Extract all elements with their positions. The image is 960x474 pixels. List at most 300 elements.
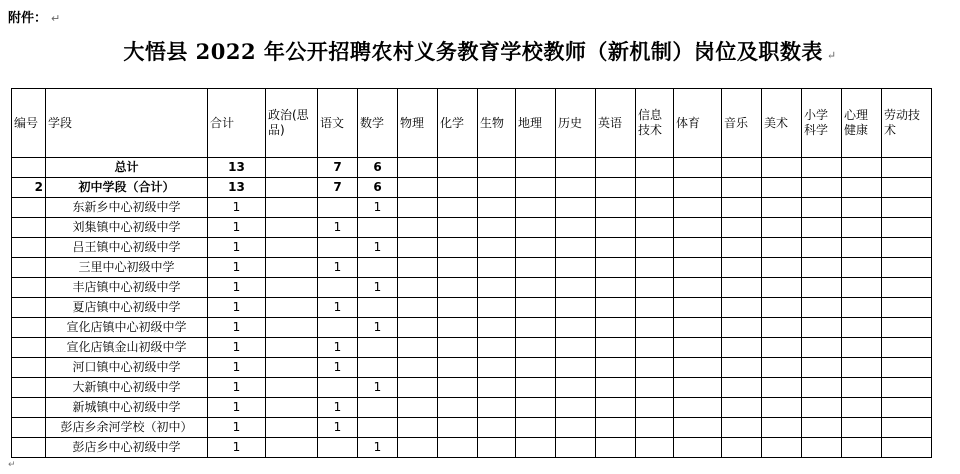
cell-number	[12, 418, 46, 438]
cell-number	[12, 318, 46, 338]
cell-empty	[478, 198, 516, 218]
cell-total: 1	[208, 378, 266, 398]
column-header-17: 心理健康	[842, 89, 882, 158]
cell-empty	[556, 358, 596, 378]
cell-zhengzhi	[266, 338, 318, 358]
cell-yuwen	[318, 238, 358, 258]
table-row	[12, 178, 932, 198]
cell-empty	[722, 198, 762, 218]
cell-empty	[842, 358, 882, 378]
cell-total: 1	[208, 298, 266, 318]
cell-empty	[674, 398, 722, 418]
cell-empty	[478, 398, 516, 418]
cell-number	[12, 398, 46, 418]
cell-empty	[516, 438, 556, 458]
cell-total: 1	[208, 418, 266, 438]
table-row	[12, 278, 932, 298]
cell-empty	[516, 218, 556, 238]
cell-zhengzhi	[266, 158, 318, 178]
cell-empty	[722, 298, 762, 318]
cell-total: 1	[208, 258, 266, 278]
cell-empty	[802, 218, 842, 238]
cell-empty	[722, 378, 762, 398]
cell-empty	[842, 418, 882, 438]
cell-empty	[636, 398, 674, 418]
cell-empty	[398, 318, 438, 338]
cell-empty	[882, 178, 932, 198]
cell-empty	[516, 398, 556, 418]
cell-empty	[478, 158, 516, 178]
cell-school: 丰店镇中心初级中学	[46, 278, 208, 298]
cell-zhengzhi	[266, 438, 318, 458]
cell-yuwen	[318, 198, 358, 218]
cell-empty	[398, 238, 438, 258]
cell-empty	[842, 298, 882, 318]
cell-empty	[596, 258, 636, 278]
column-header-16: 小学科学	[802, 89, 842, 158]
cell-empty	[516, 178, 556, 198]
table-row	[12, 438, 932, 458]
cell-empty	[596, 298, 636, 318]
cell-empty	[762, 238, 802, 258]
cell-empty	[674, 218, 722, 238]
cell-empty	[596, 438, 636, 458]
cell-total: 1	[208, 238, 266, 258]
cell-number	[12, 438, 46, 458]
cell-empty	[596, 198, 636, 218]
table-row	[12, 378, 932, 398]
cell-empty	[842, 318, 882, 338]
cell-empty	[722, 438, 762, 458]
cell-empty	[516, 358, 556, 378]
cell-empty	[882, 438, 932, 458]
cell-empty	[556, 218, 596, 238]
cell-empty	[636, 298, 674, 318]
cell-empty	[674, 238, 722, 258]
cell-empty	[882, 278, 932, 298]
cell-empty	[438, 158, 478, 178]
cell-empty	[842, 198, 882, 218]
cell-empty	[516, 258, 556, 278]
cell-empty	[802, 318, 842, 338]
cell-empty	[882, 238, 932, 258]
cell-empty	[802, 298, 842, 318]
table-body	[12, 158, 932, 458]
cell-empty	[762, 338, 802, 358]
cell-empty	[516, 338, 556, 358]
cell-empty	[674, 258, 722, 278]
cell-shuxue: 1	[358, 378, 398, 398]
cell-empty	[438, 358, 478, 378]
cell-empty	[596, 398, 636, 418]
attachment-label: 附件： ↵	[8, 11, 61, 26]
page-title: 大悟县 2022 年公开招聘农村义务教育学校教师（新机制）岗位及职数表 ↵	[123, 39, 837, 64]
cell-number	[12, 238, 46, 258]
cell-empty	[674, 278, 722, 298]
cell-empty	[882, 358, 932, 378]
column-header-2: 合计	[208, 89, 266, 158]
cell-shuxue: 1	[358, 278, 398, 298]
cell-zhengzhi	[266, 218, 318, 238]
cell-yuwen: 1	[318, 358, 358, 378]
cell-school: 三里中心初级中学	[46, 258, 208, 278]
cell-empty	[636, 318, 674, 338]
cell-shuxue	[358, 418, 398, 438]
column-header-6: 物理	[398, 89, 438, 158]
cell-empty	[596, 378, 636, 398]
cell-empty	[722, 358, 762, 378]
cell-school: 初中学段（合计）	[46, 178, 208, 198]
table-row	[12, 358, 932, 378]
cell-empty	[842, 398, 882, 418]
cell-empty	[516, 378, 556, 398]
cell-empty	[674, 178, 722, 198]
cell-empty	[722, 418, 762, 438]
table-row	[12, 298, 932, 318]
cell-empty	[398, 438, 438, 458]
cell-empty	[438, 318, 478, 338]
cell-number	[12, 298, 46, 318]
table-header-row	[12, 89, 932, 158]
cell-empty	[802, 398, 842, 418]
cell-empty	[596, 158, 636, 178]
cell-empty	[636, 198, 674, 218]
cell-total: 13	[208, 158, 266, 178]
cell-empty	[556, 398, 596, 418]
cell-total: 1	[208, 318, 266, 338]
cell-empty	[722, 238, 762, 258]
cell-empty	[802, 178, 842, 198]
cell-empty	[478, 298, 516, 318]
cell-empty	[478, 178, 516, 198]
cell-empty	[762, 218, 802, 238]
cell-empty	[842, 218, 882, 238]
cell-empty	[516, 238, 556, 258]
cell-total: 1	[208, 338, 266, 358]
cell-empty	[516, 298, 556, 318]
cell-school: 宣化店镇金山初级中学	[46, 338, 208, 358]
paragraph-mark: ↵	[8, 460, 16, 470]
column-header-13: 体育	[674, 89, 722, 158]
cell-empty	[556, 258, 596, 278]
cell-empty	[556, 158, 596, 178]
column-header-14: 音乐	[722, 89, 762, 158]
cell-empty	[802, 358, 842, 378]
cell-zhengzhi	[266, 418, 318, 438]
cell-empty	[636, 218, 674, 238]
cell-empty	[722, 318, 762, 338]
cell-empty	[674, 378, 722, 398]
cell-empty	[802, 378, 842, 398]
cell-total: 1	[208, 198, 266, 218]
column-header-8: 生物	[478, 89, 516, 158]
cell-total: 1	[208, 278, 266, 298]
cell-empty	[478, 438, 516, 458]
cell-empty	[802, 158, 842, 178]
cell-empty	[398, 358, 438, 378]
cell-empty	[398, 198, 438, 218]
cell-empty	[556, 318, 596, 338]
cell-empty	[438, 438, 478, 458]
cell-yuwen: 1	[318, 398, 358, 418]
cell-empty	[842, 158, 882, 178]
cell-empty	[596, 218, 636, 238]
cell-empty	[438, 298, 478, 318]
cell-empty	[762, 278, 802, 298]
cell-empty	[762, 398, 802, 418]
cell-shuxue	[358, 358, 398, 378]
cell-empty	[882, 398, 932, 418]
column-header-10: 历史	[556, 89, 596, 158]
cell-empty	[438, 238, 478, 258]
cell-number	[12, 158, 46, 178]
cell-empty	[398, 338, 438, 358]
table-row	[12, 418, 932, 438]
cell-empty	[762, 178, 802, 198]
cell-empty	[636, 278, 674, 298]
cell-empty	[802, 198, 842, 218]
cell-shuxue	[358, 298, 398, 318]
cell-empty	[882, 158, 932, 178]
cell-number: 2	[12, 178, 46, 198]
cell-number	[12, 358, 46, 378]
cell-empty	[762, 318, 802, 338]
cell-number	[12, 198, 46, 218]
cell-empty	[636, 238, 674, 258]
cell-empty	[674, 318, 722, 338]
cell-empty	[882, 198, 932, 218]
cell-empty	[762, 258, 802, 278]
table-row	[12, 258, 932, 278]
cell-empty	[398, 398, 438, 418]
column-header-12: 信息技术	[636, 89, 674, 158]
cell-school: 河口镇中心初级中学	[46, 358, 208, 378]
cell-zhengzhi	[266, 178, 318, 198]
column-header-3: 政治(思品)	[266, 89, 318, 158]
cell-empty	[596, 238, 636, 258]
cell-total: 1	[208, 218, 266, 238]
cell-zhengzhi	[266, 378, 318, 398]
cell-shuxue: 6	[358, 158, 398, 178]
cell-empty	[842, 178, 882, 198]
column-header-11: 英语	[596, 89, 636, 158]
cell-shuxue: 1	[358, 438, 398, 458]
cell-empty	[762, 298, 802, 318]
column-header-7: 化学	[438, 89, 478, 158]
cell-shuxue	[358, 258, 398, 278]
cell-school: 夏店镇中心初级中学	[46, 298, 208, 318]
cell-empty	[802, 258, 842, 278]
cell-empty	[596, 278, 636, 298]
cell-empty	[722, 158, 762, 178]
cell-empty	[438, 258, 478, 278]
cell-empty	[762, 198, 802, 218]
table-row	[12, 338, 932, 358]
table-row	[12, 238, 932, 258]
cell-empty	[674, 338, 722, 358]
cell-empty	[556, 438, 596, 458]
cell-empty	[478, 258, 516, 278]
cell-empty	[882, 338, 932, 358]
column-header-5: 数学	[358, 89, 398, 158]
cell-school: 大新镇中心初级中学	[46, 378, 208, 398]
cell-zhengzhi	[266, 278, 318, 298]
cell-empty	[882, 218, 932, 238]
cell-empty	[882, 298, 932, 318]
cell-empty	[802, 438, 842, 458]
cell-shuxue: 6	[358, 178, 398, 198]
cell-school: 彭店乡余河学校（初中）	[46, 418, 208, 438]
cell-shuxue	[358, 338, 398, 358]
cell-empty	[596, 318, 636, 338]
cell-number	[12, 258, 46, 278]
cell-empty	[398, 158, 438, 178]
cell-empty	[556, 198, 596, 218]
cell-empty	[842, 378, 882, 398]
cell-yuwen: 1	[318, 298, 358, 318]
cell-zhengzhi	[266, 358, 318, 378]
cell-empty	[674, 198, 722, 218]
cell-total: 1	[208, 398, 266, 418]
cell-shuxue: 1	[358, 198, 398, 218]
cell-empty	[882, 418, 932, 438]
cell-school: 新城镇中心初级中学	[46, 398, 208, 418]
cell-empty	[438, 198, 478, 218]
cell-empty	[556, 378, 596, 398]
cell-yuwen: 1	[318, 418, 358, 438]
positions-table	[11, 88, 932, 458]
cell-empty	[438, 398, 478, 418]
column-header-15: 美术	[762, 89, 802, 158]
cell-empty	[674, 358, 722, 378]
cell-zhengzhi	[266, 318, 318, 338]
cell-empty	[478, 418, 516, 438]
cell-empty	[636, 438, 674, 458]
table-row	[12, 318, 932, 338]
cell-empty	[636, 378, 674, 398]
cell-empty	[802, 278, 842, 298]
cell-empty	[478, 358, 516, 378]
cell-empty	[674, 298, 722, 318]
cell-empty	[478, 378, 516, 398]
cell-empty	[398, 378, 438, 398]
cell-yuwen	[318, 278, 358, 298]
cell-shuxue	[358, 218, 398, 238]
cell-school: 东新乡中心初级中学	[46, 198, 208, 218]
cell-empty	[842, 238, 882, 258]
cell-shuxue: 1	[358, 318, 398, 338]
cell-empty	[762, 418, 802, 438]
cell-empty	[438, 418, 478, 438]
cell-empty	[636, 338, 674, 358]
cell-empty	[762, 378, 802, 398]
cell-empty	[438, 338, 478, 358]
cell-empty	[556, 278, 596, 298]
cell-empty	[556, 298, 596, 318]
table-row	[12, 198, 932, 218]
cell-empty	[762, 438, 802, 458]
cell-empty	[478, 338, 516, 358]
cell-empty	[842, 338, 882, 358]
cell-empty	[636, 418, 674, 438]
cell-empty	[556, 338, 596, 358]
cell-empty	[882, 318, 932, 338]
cell-empty	[398, 218, 438, 238]
cell-empty	[674, 158, 722, 178]
cell-number	[12, 378, 46, 398]
cell-empty	[556, 238, 596, 258]
cell-empty	[596, 338, 636, 358]
cell-empty	[438, 218, 478, 238]
cell-empty	[636, 258, 674, 278]
column-header-1: 学段	[46, 89, 208, 158]
cell-empty	[674, 438, 722, 458]
cell-yuwen	[318, 378, 358, 398]
cell-school: 刘集镇中心初级中学	[46, 218, 208, 238]
cell-total: 13	[208, 178, 266, 198]
cell-empty	[722, 258, 762, 278]
cell-empty	[478, 318, 516, 338]
cell-empty	[516, 198, 556, 218]
cell-empty	[596, 418, 636, 438]
column-header-0: 编号	[12, 89, 46, 158]
cell-empty	[516, 158, 556, 178]
cell-number	[12, 338, 46, 358]
cell-yuwen: 1	[318, 218, 358, 238]
cell-empty	[842, 258, 882, 278]
cell-empty	[478, 238, 516, 258]
cell-zhengzhi	[266, 238, 318, 258]
cell-empty	[438, 278, 478, 298]
column-header-18: 劳动技术	[882, 89, 932, 158]
cell-empty	[722, 398, 762, 418]
cell-empty	[802, 338, 842, 358]
cell-empty	[516, 318, 556, 338]
cell-empty	[438, 378, 478, 398]
cell-empty	[762, 158, 802, 178]
cell-yuwen	[318, 438, 358, 458]
cell-empty	[398, 278, 438, 298]
cell-empty	[882, 378, 932, 398]
cell-empty	[596, 358, 636, 378]
cell-empty	[516, 278, 556, 298]
cell-empty	[722, 178, 762, 198]
cell-shuxue	[358, 398, 398, 418]
cell-empty	[636, 358, 674, 378]
cell-empty	[636, 178, 674, 198]
cell-empty	[842, 278, 882, 298]
column-header-9: 地理	[516, 89, 556, 158]
cell-empty	[398, 418, 438, 438]
cell-yuwen: 1	[318, 258, 358, 278]
cell-school: 总计	[46, 158, 208, 178]
cell-number	[12, 278, 46, 298]
cell-empty	[802, 418, 842, 438]
cell-empty	[438, 178, 478, 198]
cell-empty	[762, 358, 802, 378]
cell-zhengzhi	[266, 298, 318, 318]
cell-empty	[674, 418, 722, 438]
cell-zhengzhi	[266, 198, 318, 218]
cell-empty	[636, 158, 674, 178]
table-row	[12, 398, 932, 418]
cell-yuwen	[318, 318, 358, 338]
cell-school: 宣化店镇中心初级中学	[46, 318, 208, 338]
table-row	[12, 218, 932, 238]
cell-empty	[478, 278, 516, 298]
cell-empty	[478, 218, 516, 238]
cell-empty	[802, 238, 842, 258]
